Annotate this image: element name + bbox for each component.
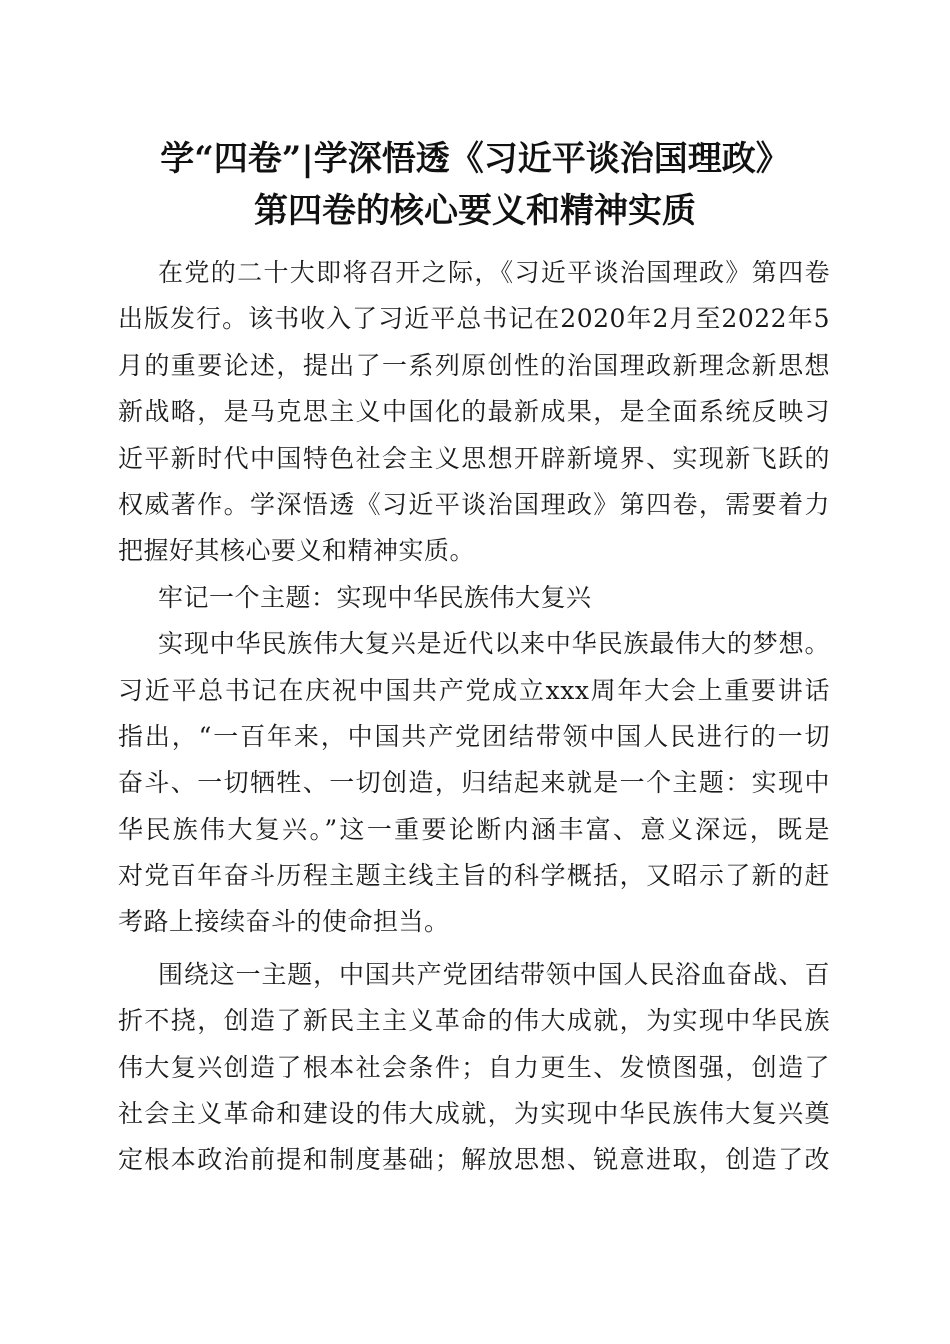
title-line-2: 第四卷的核心要义和精神实质 <box>254 191 696 231</box>
paragraph-line: 近平新时代中国特色社会主义思想开辟新境界、实现新飞跃的 <box>118 443 830 473</box>
paragraph-line: 对党百年奋斗历程主题主线主旨的科学概括，又昭示了新的赶 <box>118 861 830 891</box>
paragraph-line: 社会主义革命和建设的伟大成就，为实现中华民族伟大复兴奠 <box>118 1099 830 1129</box>
paragraph-line: 伟大复兴创造了根本社会条件；自力更生、发愤图强，创造了 <box>118 1052 830 1082</box>
paragraph-line: 月的重要论述，提出了一系列原创性的治国理政新理念新思想 <box>118 350 830 380</box>
title-line-1: 学“四卷”|学深悟透《习近平谈治国理政》 <box>160 139 790 179</box>
paragraph-line: 出版发行。该书收入了习近平总书记在2020年2月至2022年5 <box>118 304 830 334</box>
paragraph-line: 习近平总书记在庆祝中国共产党成立xxx周年大会上重要讲话 <box>118 675 830 705</box>
paragraph-line: 折不挠，创造了新民主主义革命的伟大成就，为实现中华民族 <box>118 1006 830 1036</box>
paragraph-line: 指出，“一百年来，中国共产党团结带领中国人民进行的一切 <box>118 721 830 751</box>
document-title <box>60 133 890 237</box>
paragraph-line: 权威著作。学深悟透《习近平谈治国理政》第四卷，需要着力 <box>118 489 830 519</box>
paragraph-line: 实现中华民族伟大复兴是近代以来中华民族最伟大的梦想。 <box>158 629 830 659</box>
paragraph-line: 围绕这一主题，中国共产党团结带领中国人民浴血奋战、百 <box>158 959 830 989</box>
section-heading-text: 牢记一个主题：实现中华民族伟大复兴 <box>158 582 592 612</box>
paragraph-line: 考路上接续奋斗的使命担当。 <box>118 907 450 937</box>
paragraph-line: 定根本政治前提和制度基础；解放思想、锐意进取，创造了改 <box>118 1145 830 1175</box>
paragraph-line: 在党的二十大即将召开之际，《习近平谈治国理政》第四卷 <box>158 258 830 287</box>
paragraph-line: 新战略，是马克思主义中国化的最新成果，是全面系统反映习 <box>118 397 830 427</box>
paragraph-line: 把握好其核心要义和精神实质。 <box>118 536 476 566</box>
paragraph-intro <box>118 250 830 575</box>
paragraph-achievements <box>118 952 830 1184</box>
paragraph-line: 奋斗、一切牺牲、一切创造，归结起来就是一个主题：实现中 <box>118 768 830 798</box>
document-body <box>118 250 830 1184</box>
section-heading <box>118 575 830 621</box>
paragraph-line: 华民族伟大复兴。”这一重要论断内涵丰富、意义深远，既是 <box>118 814 830 844</box>
paragraph-theme <box>118 621 830 946</box>
